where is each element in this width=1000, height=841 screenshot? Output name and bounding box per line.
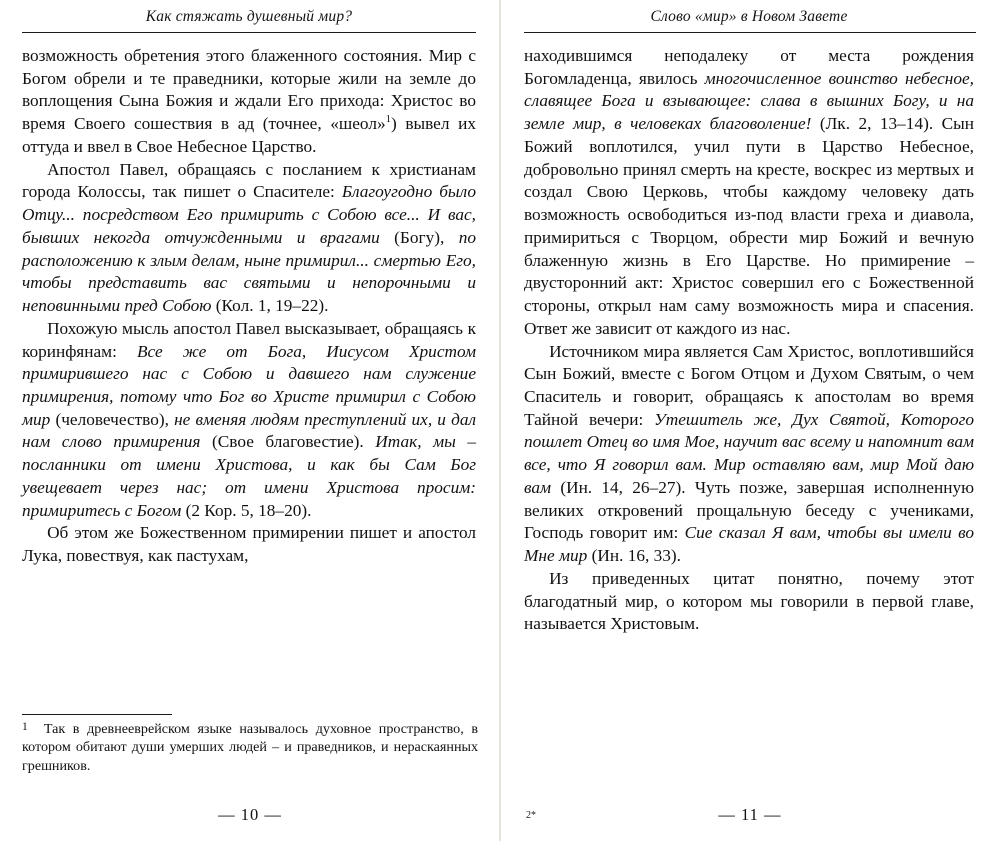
text-run: Апостол Павел, обращаясь с посланием к христианам города Колоссы, так пишет о Спасителе: (22, 159, 476, 202)
signature-mark: 2* (526, 810, 536, 821)
text-run: (Ин. 16, 33). (591, 546, 681, 566)
paragraph (524, 341, 974, 568)
left-page-body (22, 45, 476, 568)
text-run: Из приведенных цитат понятно, почему этот благодатный мир, о котором мы говорили в первой главе, называется Христовым. (524, 568, 974, 634)
text-run: возможность обретения этого блаженного состояния. Мир с Богом обрели и те праведники, которые жили на земле до воплощения Сына Божия и ждали Его прихода: Христос во время Своего сошествия в ад (точнее, «шеол» (22, 46, 476, 134)
scripture-quote: Утешитель же, Дух Святой, Которого пошлет Отец во имя Мое, научит вас всему и напомнит вам все, что Я говорил вам. Мир оставляю вам, мир Мой даю вам (524, 409, 974, 497)
text-run: Об этом же Божественном примирении пишет и апостол Лука, повествуя, как пастухам, (22, 523, 476, 566)
text-run: Похожую мысль апостол Павел высказывает, обращаясь к коринфянам: (22, 318, 476, 361)
right-page (500, 0, 1000, 841)
scripture-quote: не вменяя людям преступлений их, и дал нам слово примирения (22, 409, 476, 452)
right-running-head: Слово «мир» в Новом Завете (650, 8, 848, 25)
footnote-text: Так в древнееврейском языке называлось духовное пространство, в котором обитают души умерших людей – и праведников, и нераскаянных грешников. (22, 721, 478, 774)
paragraph (524, 568, 974, 636)
text-run: находившимся неподалеку от места рождения Богомладенца, явилось (524, 46, 974, 88)
paragraph (22, 45, 476, 159)
scripture-quote: Все же от Бога, Иисусом Христом примирившего нас с Собою и давшего нам служение примирения, потому что Бог во Христе примирил с Собою мир (22, 341, 476, 429)
footnote-number: 1 (22, 721, 28, 734)
left-folio: — 10 — (218, 805, 282, 824)
text-run: (Ин. 14, 26–27). Чуть позже, завершая исполненную великих откровений прощальную беседу с учениками, Господь говорит им: (524, 477, 974, 543)
text-run: (Лк. 2, 13–14). Сын Божий воплотился, учил пути в Царство Небесное, добровольно принял смерть на кресте, воскрес из мертвых и создал Свою Церковь, чтобы каждому человеку дать возможность освободиться из-под власти греха и диавола, примириться с Творцом, обрести мир Божий и вечную блаженную жизнь в Его Царстве. Но примирение – двусторонний акт: Христос совершил его с Божественной стороны, открыл нам саму возможность мира и спасения. Ответ же зависит от каждого из нас. (524, 114, 974, 338)
text-run: (2 Кор. 5, 18–20). (185, 500, 312, 520)
right-header-rule (524, 32, 976, 33)
paragraph (22, 522, 476, 567)
right-page-body (524, 45, 974, 636)
paragraph (22, 159, 476, 318)
left-footnote-area (22, 714, 478, 775)
text-run: (Свое благовестие). (212, 432, 376, 452)
scripture-quote: Итак, мы – посланники от имени Христова, и как бы Сам Бог увещевает через нас; от имени Христова просим: примиритесь с Богом (22, 432, 476, 520)
paragraph (524, 45, 974, 341)
footnote-reference[interactable]: 1 (385, 113, 391, 126)
paragraph (22, 318, 476, 523)
text-run: (Кол. 1, 19–22). (215, 296, 329, 316)
left-running-head: Как стяжать душевный мир? (145, 8, 353, 25)
text-run: ) вывел их оттуда и ввел в Свое Небесное Царство. (22, 114, 476, 156)
footnote-separator (22, 714, 172, 715)
scripture-quote: Благоугодно было Отцу... посредством Его примирить с Собою все... И вас, бывших некогда отчужденными и врагами (22, 182, 476, 247)
scripture-quote: многочисленное воинство небесное, славящее Бога и взывающее: слава в вышних Богу, и на земле мир, в человеках благоволение! (524, 68, 974, 134)
scripture-quote: Сие сказал Я вам, чтобы вы имели во Мне мир (524, 523, 974, 566)
text-run: (Богу), (394, 227, 459, 247)
scripture-quote: по расположению к злым делам, ныне примирил... смертью Его, чтобы представить вас святыми и непорочными и неповинными пред Собою (22, 227, 476, 316)
footnote-1 (22, 720, 478, 775)
left-header-rule (22, 32, 476, 33)
right-folio: — 11 — (718, 805, 782, 824)
text-run: (человечество), (55, 409, 175, 429)
text-run: Источником мира является Сам Христос, воплотившийся Сын Божий, вместе с Богом Отцом и Духом Святым, о чем Спаситель и говорит, обращаясь к апостолам во время Тайной вечери: (524, 341, 974, 429)
